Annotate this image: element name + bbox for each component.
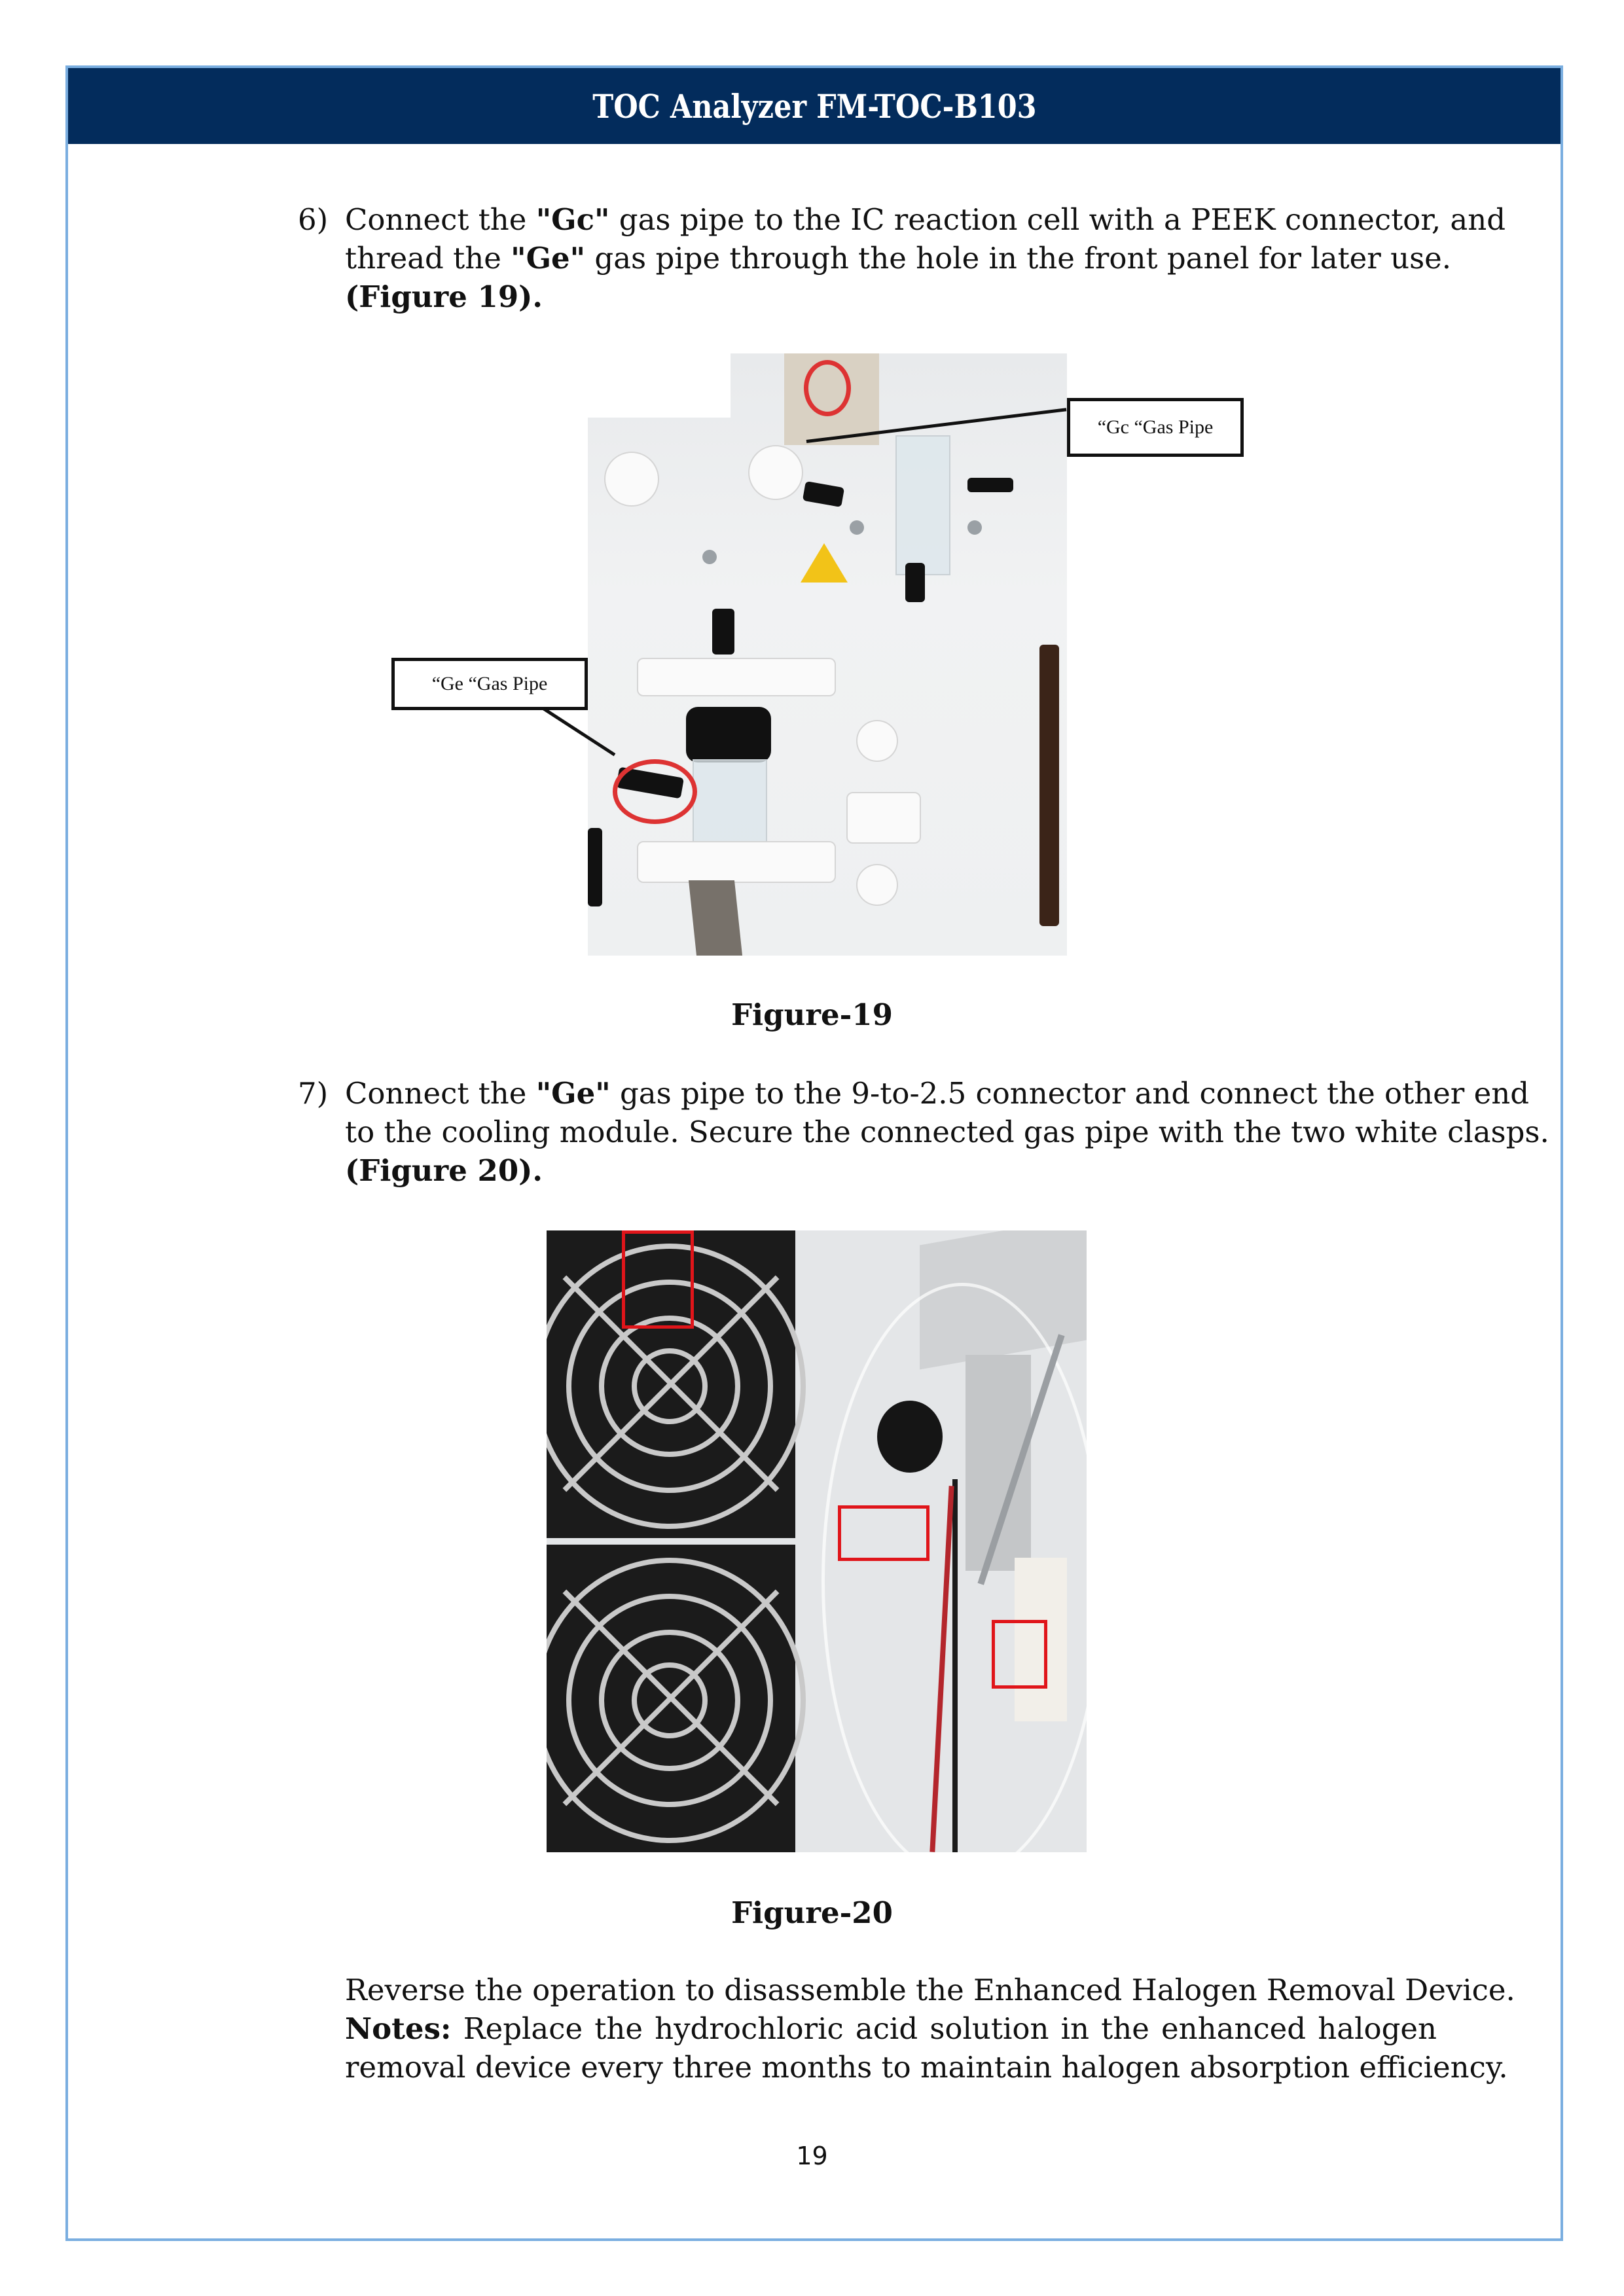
document-title: TOC Analyzer FM-TOC-B103: [592, 86, 1037, 126]
figure-19-photo: [588, 353, 1067, 956]
step-7-text: [345, 1074, 1549, 1190]
highlight-box-clasp: [992, 1620, 1047, 1689]
figure-reference: (Figure 19).: [345, 279, 543, 314]
text-line: thread the "Ge" gas pipe through the hole in the front panel for later use.: [345, 241, 1452, 276]
text-line: to the cooling module. Secure the connected gas pipe with the two white clasps.: [345, 1115, 1549, 1149]
highlight-box-top: [622, 1230, 694, 1329]
figure-20-caption: Figure-20: [731, 1895, 893, 1930]
step-number: 7): [298, 1076, 329, 1111]
notes-line: Notes: Replace the hydrochloric acid solution in the enhanced halogen: [345, 2011, 1437, 2046]
gc-gas-pipe-callout: “Gc “Gas Pipe: [1067, 398, 1244, 457]
step-6-text: [345, 200, 1506, 316]
text-line: removal device every three months to maintain halogen absorption efficiency.: [345, 2050, 1508, 2085]
closing-paragraph: [345, 1971, 1515, 2087]
ge-highlight-circle: [613, 759, 697, 824]
step-number: 6): [298, 202, 329, 237]
text-line: Reverse the operation to disassemble the Enhanced Halogen Removal Device.: [345, 1973, 1515, 2007]
page-number: 19: [796, 2142, 828, 2170]
highlight-box-connector: [838, 1505, 929, 1561]
figure-19-caption: Figure-19: [731, 997, 893, 1032]
figure-reference: (Figure 20).: [345, 1153, 543, 1188]
notes-label: Notes:: [345, 2011, 452, 2046]
text-line: Connect the "Gc" gas pipe to the IC reaction cell with a PEEK connector, and: [345, 202, 1506, 237]
text-line: Connect the "Ge" gas pipe to the 9-to-2.5 connector and connect the other end: [345, 1076, 1530, 1111]
figure-20-photo: [547, 1230, 1087, 1852]
cooling-fan-bottom: [547, 1545, 795, 1852]
grommet: [877, 1401, 943, 1473]
gc-highlight-circle: [804, 360, 851, 416]
ge-gas-pipe-callout: “Ge “Gas Pipe: [391, 658, 588, 710]
document-header: [68, 68, 1561, 144]
warning-icon: [801, 543, 848, 583]
